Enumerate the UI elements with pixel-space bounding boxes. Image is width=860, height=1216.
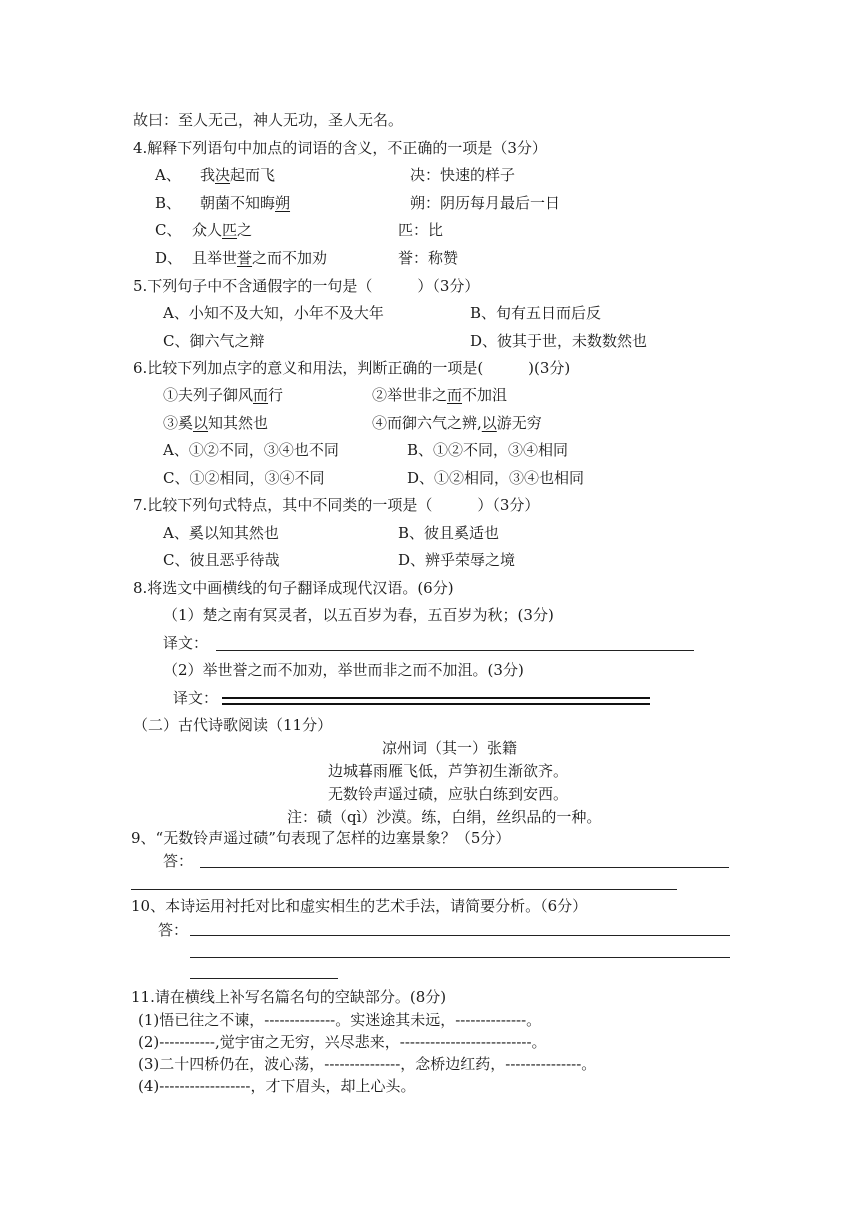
q8-sub-1: （1）楚之南有冥灵者，以五百岁为春，五百岁为秋；(3分) (163, 606, 554, 624)
q5-option-b: B、旬有五日而后反 (470, 304, 602, 322)
q5-option-d: D、彼其于世，未数数然也 (470, 332, 648, 350)
q10-answer-line-3[interactable] (190, 978, 338, 979)
q10-answer-label: 答： (158, 921, 189, 939)
q8-sub-2: （2）举世誉之而不加劝，举世而非之而不加沮。(3分) (163, 661, 524, 679)
poem-line-2: 无数铃声遥过碛，应驮白练到安西。 (328, 785, 569, 803)
q11-line-3: (3)二十四桥仍在，波心荡，---------------，念桥边红药，---------------。 (138, 1055, 597, 1073)
q9-answer-label: 答： (163, 852, 194, 870)
q6-sentence-4: ④而御六气之辨,以游无穷 (372, 414, 542, 432)
q6-sentence-2: ②举世非之而不加沮 (372, 386, 508, 404)
q10-answer-line-1[interactable] (190, 935, 730, 936)
q6-option-c: C、①②相同，③④不同 (163, 469, 325, 487)
q6-option-d: D、①②相同，③④也相同 (407, 469, 585, 487)
poem-line-1: 边城暮雨雁飞低，芦笋初生渐欲齐。 (328, 762, 569, 780)
q8-label-2: 译文： (173, 689, 219, 707)
q11-stem: 11.请在横线上补写名篇名句的空缺部分。(8分) (131, 988, 447, 1006)
q9-stem: 9、“无数铃声遥过碛”句表现了怎样的边塞景象？（5分） (131, 829, 511, 847)
q6-stem: 6.比较下列加点字的意义和用法，判断正确的一项是( )(3分) (133, 359, 571, 377)
q5-option-c: C、御六气之辩 (163, 332, 265, 350)
q8-answer-line-1[interactable] (216, 650, 694, 651)
q7-option-a: A、奚以知其然也 (163, 524, 279, 542)
poem-title: 凉州词（其一）张籍 (382, 739, 518, 757)
q11-line-2: (2)-----------,觉宇宙之无穷，兴尽悲来，--------------------------。 (138, 1033, 547, 1051)
q8-label-1: 译文： (163, 634, 209, 652)
section-2-heading: （二）古代诗歌阅读（11分） (133, 716, 333, 734)
q6-sentence-1: ①夫列子御风而行 (163, 386, 284, 404)
q7-option-d: D、辨乎荣辱之境 (398, 551, 516, 569)
q5-option-a: A、小知不及大知，小年不及大年 (163, 304, 384, 322)
q8-answer-line-2[interactable] (222, 697, 650, 705)
q11-line-4: (4)------------------，才下眉头，却上心头。 (138, 1077, 416, 1095)
q6-option-a: A、①②不同，③④也不同 (163, 441, 339, 459)
intro-line: 故曰：至人无己，神人无功，圣人无名。 (133, 111, 404, 129)
q7-stem: 7.比较下列句式特点，其中不同类的一项是（ ）（3分） (133, 496, 540, 514)
q9-answer-line-2[interactable] (131, 889, 677, 890)
q10-stem: 10、本诗运用衬托对比和虚实相生的艺术手法，请简要分析。（6分） (131, 897, 588, 915)
q9-answer-line-1[interactable] (200, 867, 729, 868)
q7-option-c: C、彼且恶乎待哉 (163, 551, 280, 569)
q5-stem: 5.下列句子中不含通假字的一句是（ ）（3分） (133, 277, 480, 295)
poem-note: 注：碛（qì）沙漠。练，白绢，丝织品的一种。 (287, 808, 602, 826)
q6-sentence-3: ③奚以知其然也 (163, 414, 269, 432)
q8-stem: 8.将选文中画横线的句子翻译成现代汉语。(6分) (133, 579, 454, 597)
exam-page: 故曰：至人无己，神人无功，圣人无名。 4.解释下列语句中加点的词语的含义，不正确的一项是（3分） A、 我决起而飞 决：快速的样子 B、 朝菌不知晦朔 朔：阴历每月最后一日 C、 众人匹之 匹：比 D、 且举世誉之而不加劝 誉：称赞 5.下列句子中不含通假字的一句是（ ）（3分） A、小知不及大知，小年不及大年 B、旬有五日而后反 C、御六气之辩 D、彼其于世，未数数然也 6.比较下列加点字的意义和用法，判断正确的一项是( )(3分) ①夫列子御风而行 ②举世非之而不加沮 ③奚以知其然也 ④而御六气之辨,以游无穷 A、①②不同，③④也不同 B、①②不同，③④相同 C、①②相同，③④不同 D、①②相同，③④也相同 7.比较下列句式特点，其中不同类的一项是（ ）（3分） A、奚以知其然也 B、彼且奚适也 C、彼且恶乎待哉 D、辨乎荣辱之境 8.将选文中画横线的句子翻译成现代汉语。(6分) （1）楚之南有冥灵者，以五百岁为春，五百岁为秋；(3分) 译文： （2）举世誉之而不加劝，举世而非之而不加沮。(3分) 译文： （二）古代诗歌阅读（11分） 凉州词（其一）张籍 边城暮雨雁飞低，芦笋初生渐欲齐。 无数铃声遥过碛，应驮白练到安西。 注：碛（qì）沙漠。练，白绢，丝织品的一种。 9、“无数铃声遥过碛”句表现了怎样的边塞景象？（5分） 答： 10、本诗运用衬托对比和虚实相生的艺术手法，请简要分析。（6分） 答： 11.请在横线上补写名篇名句的空缺部分。(8分) (1)悟已往之不谏，--------------。实迷途其未远，--------------。 (2)-----------,觉宇宙之无穷，兴尽悲来，--------------------------。 (3)二十四桥仍在，波心荡，---------------，念桥边红药，---------------。 (4)------------------，才下眉头，却上心头。 (0, 0, 860, 1216)
q7-option-b: B、彼且奚适也 (398, 524, 500, 542)
q11-line-1: (1)悟已往之不谏，--------------。实迷途其未远，--------------。 (138, 1011, 542, 1029)
q10-answer-line-2[interactable] (190, 957, 730, 958)
q4-stem: 4.解释下列语句中加点的词语的含义，不正确的一项是（3分） (133, 139, 547, 157)
q6-option-b: B、①②不同，③④相同 (407, 441, 569, 459)
